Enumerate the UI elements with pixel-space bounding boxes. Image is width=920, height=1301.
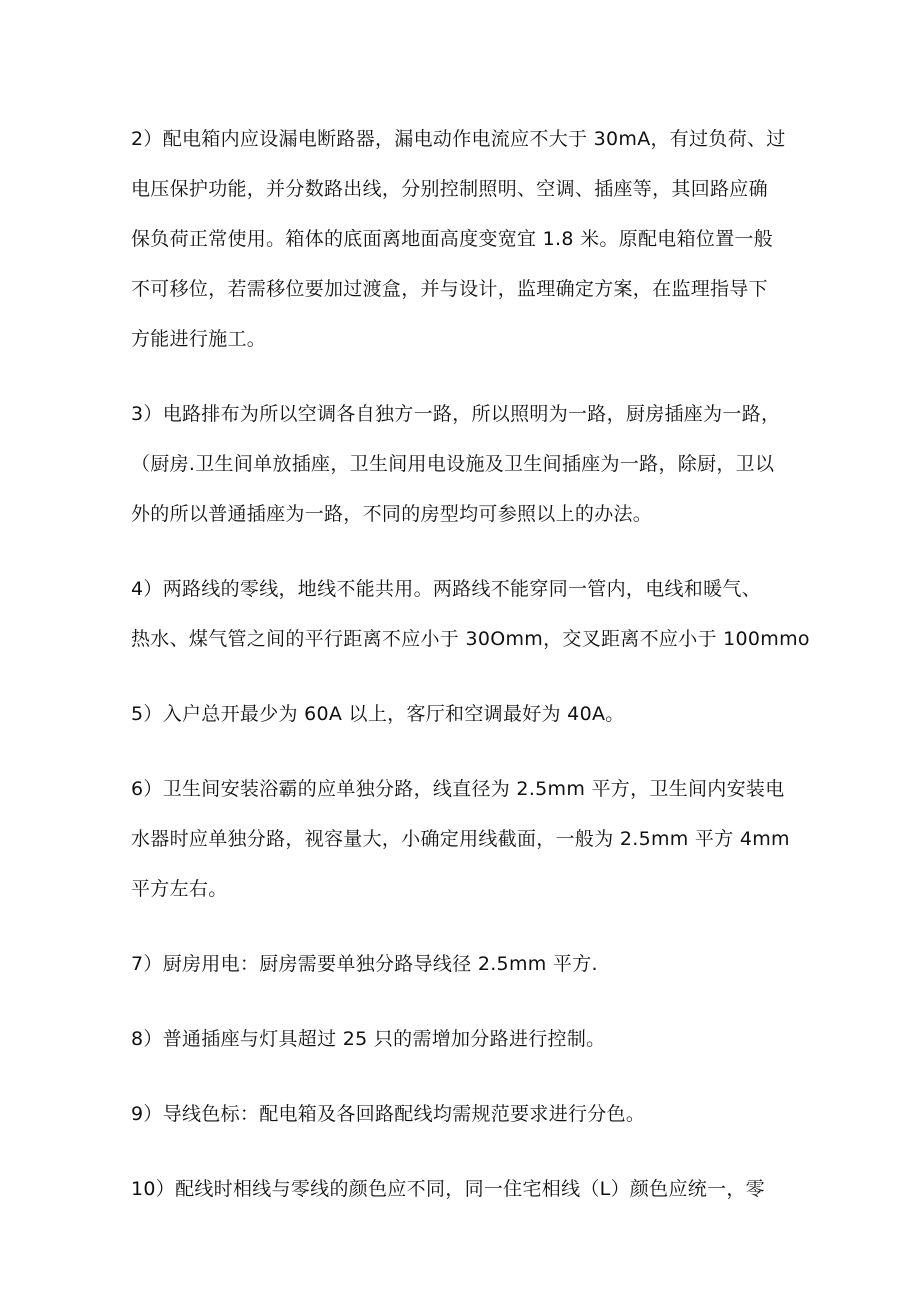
text-line: 5）入户总开最少为 60A 以上，客厅和空调最好为 40A。 xyxy=(131,703,625,725)
text-line: 4）两路线的零线，地线不能共用。两路线不能穿同一管内，电线和暖气、 xyxy=(131,578,761,600)
paragraph-spacer xyxy=(131,739,799,764)
paragraph-spacer xyxy=(131,539,799,564)
text-line: 10）配线时相线与零线的颜色应不同，同一住宅相线（L）颜色应统一，零 xyxy=(131,1178,765,1200)
text-line: 外的所以普通插座为一路，不同的房型均可参照以上的办法。 xyxy=(131,503,653,525)
paragraph-spacer xyxy=(131,364,799,389)
paragraph-item-2 xyxy=(131,114,799,364)
text-line: 热水、煤气管之间的平行距离不应小于 30Omm，交叉距离不应小于 100mmo xyxy=(131,628,810,650)
paragraph-item-9 xyxy=(131,1089,799,1139)
text-line: 7）厨房用电：厨房需要单独分路导线径 2.5mm 平方. xyxy=(131,953,598,975)
text-line: （厨房.卫生间单放插座，卫生间用电设施及卫生间插座为一路，除厨，卫以 xyxy=(131,453,775,475)
paragraph-item-7 xyxy=(131,939,799,989)
text-line: 水器时应单独分路，视容量大，小确定用线截面，一般为 2.5mm 平方 4mm xyxy=(131,828,790,850)
paragraph-item-5 xyxy=(131,689,799,739)
text-line: 不可移位，若需移位要加过渡盒，并与设计，监理确定方案，在监理指导下 xyxy=(131,278,768,300)
paragraph-item-10 xyxy=(131,1164,799,1214)
paragraph-item-6 xyxy=(131,764,799,914)
paragraph-item-4 xyxy=(131,564,810,664)
document-body xyxy=(131,114,810,1214)
text-line: 9）导线色标：配电箱及各回路配线均需规范要求进行分色。 xyxy=(131,1103,646,1125)
text-line: 8）普通插座与灯具超过 25 只的需增加分路进行控制。 xyxy=(131,1028,606,1050)
text-line: 方能进行施工。 xyxy=(131,328,267,350)
paragraph-spacer xyxy=(131,989,799,1014)
paragraph-spacer xyxy=(131,914,799,939)
text-line: 保负荷正常使用。箱体的底面离地面高度变宽宜 1.8 米。原配电箱位置一般 xyxy=(131,228,774,250)
text-line: 6）卫生间安装浴霸的应单独分路，线直径为 2.5mm 平方，卫生间内安装电 xyxy=(131,778,785,800)
paragraph-item-3 xyxy=(131,389,799,539)
text-line: 电压保护功能，并分数路出线，分别控制照明、空调、插座等，其回路应确 xyxy=(131,178,768,200)
text-line: 3）电路排布为所以空调各自独方一路，所以照明为一路，厨房插座为一路， xyxy=(131,403,781,425)
text-line: 平方左右。 xyxy=(131,878,228,900)
text-line: 2）配电箱内应设漏电断路器，漏电动作电流应不大于 30mA，有过负荷、过 xyxy=(131,128,786,150)
paragraph-item-8 xyxy=(131,1014,799,1064)
paragraph-spacer xyxy=(131,1064,799,1089)
paragraph-spacer xyxy=(131,664,799,689)
paragraph-spacer xyxy=(131,1139,799,1164)
